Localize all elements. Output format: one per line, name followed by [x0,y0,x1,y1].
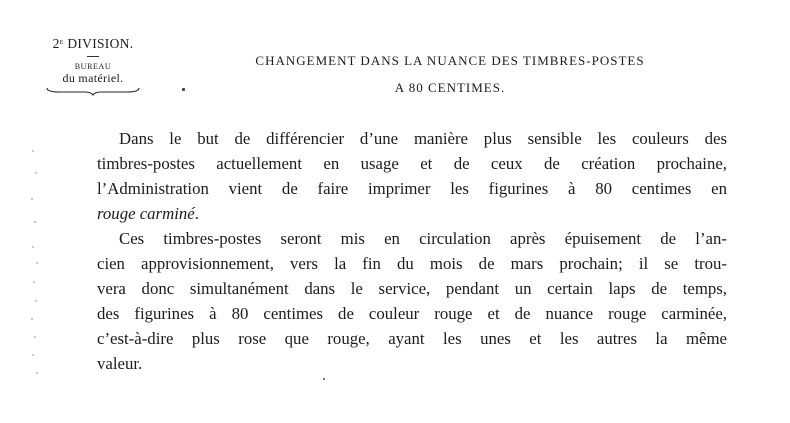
paragraph-1-end: . [194,204,199,223]
paragraph-2-line-4: des figurines à 80 centimes de couleur rouge et de nuance rouge carminée, [97,304,727,323]
italic-phrase: rouge carminé [97,204,195,223]
division-number: 2 [52,36,60,51]
ink-speck [182,88,185,91]
short-rule [87,56,99,57]
division-word: DIVISION. [67,36,134,51]
margin-note [38,34,148,96]
title-line-1: CHANGEMENT DANS LA NUANCE DES TIMBRES-POSTES [255,53,645,68]
materiel-label: du matériel. [62,71,124,85]
paragraph-1-line-1: Dans le but de différencier d’une manière plus sensible les couleurs des [119,129,727,148]
body-text [97,126,727,376]
paragraph-2-line-3: vera donc simultanément dans le service, pendant un certain laps de temps, [97,279,727,298]
paragraph-2-line-1: Ces timbres-postes seront mis en circulation après épuisement de l’an- [119,229,727,248]
bureau-label: BUREAU [74,62,112,71]
title-line-2: A 80 CENTIMES. [394,80,506,95]
division-suffix: e [59,37,64,46]
binding-marks [30,150,44,390]
paragraph-2-line-2: cien approvisionnement, vers la fin du mois de mars prochain; il se trou- [97,254,727,273]
division-label [38,34,148,52]
paragraph-1-line-4 [97,201,727,226]
paragraph-2-line-5: c’est-à-dire plus rose que rouge, ayant les unes et les autres la même [97,329,727,348]
ink-speck [323,378,325,380]
paragraph-1-line-3: l’Administration vient de faire imprimer les figurines à 80 centimes en [97,179,727,198]
document-title [150,47,750,101]
paragraph-2-line-6: valeur. [97,354,143,373]
paragraph-1-line-2: timbres-postes actuellement en usage et de ceux de création prochaine, [97,154,727,173]
curly-brace-icon [45,86,141,96]
